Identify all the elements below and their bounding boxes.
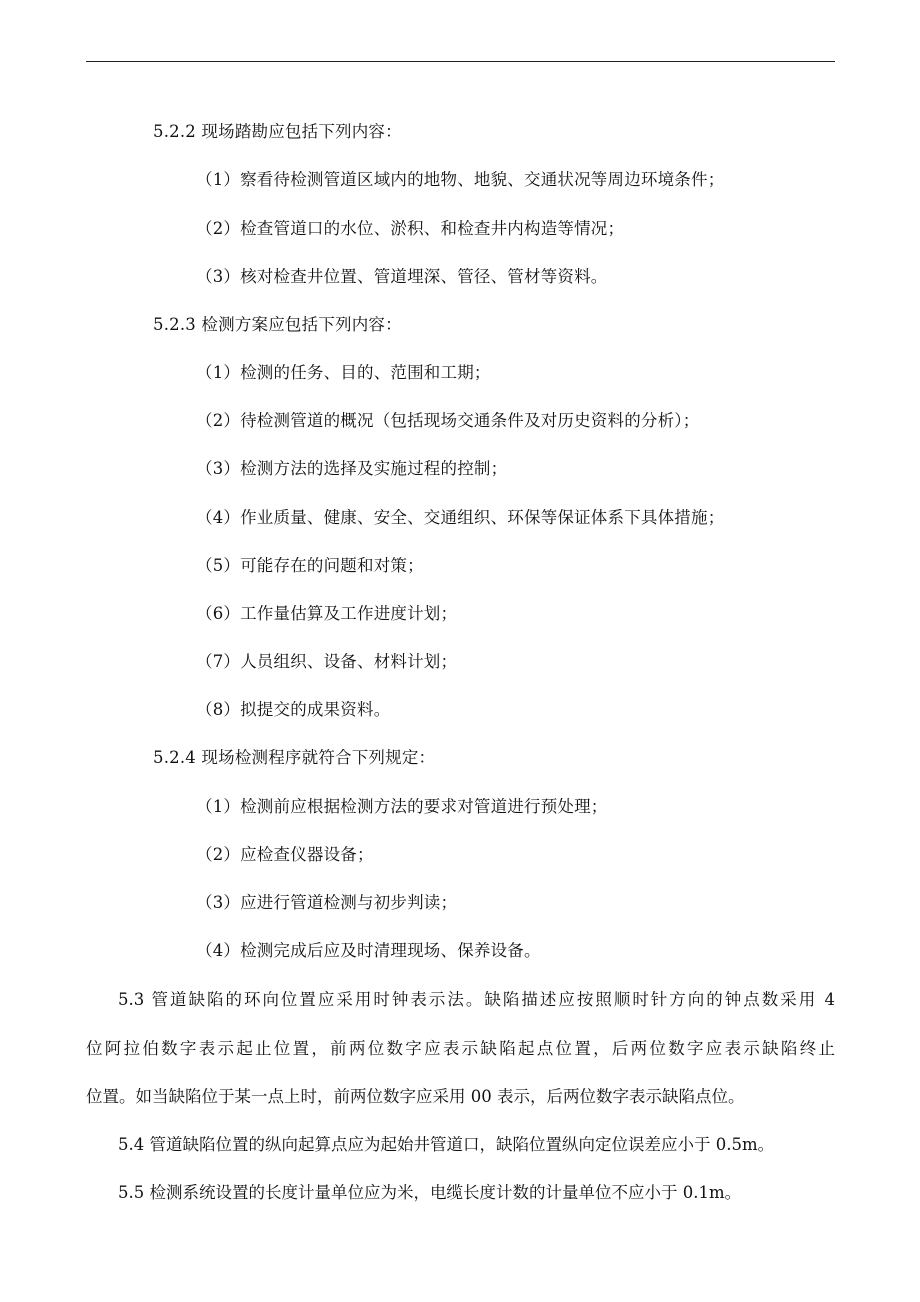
list-item: （1）检测的任务、目的、范围和工期；	[196, 363, 491, 382]
paragraph-line: 位置。如当缺陷位于某一点上时，前两位数字应采用 00 表示，后两位数字表示缺陷点位。	[86, 1087, 745, 1106]
list-item: （2）检查管道口的水位、淤积、和检查井内构造等情况；	[196, 219, 625, 238]
list-item: （5）可能存在的问题和对策；	[196, 556, 424, 575]
section-heading: 5.2.4 现场检测程序就符合下列规定：	[153, 748, 436, 767]
paragraph-line: 位阿拉伯数字表示起止位置，前两位数字应表示缺陷起点位置，后两位数字应表示缺陷终止	[86, 1039, 835, 1058]
section-5-4: 5.4 管道缺陷位置的纵向起算点应为起始井管道口，缺陷位置纵向定位误差应小于 0.5m。	[118, 1135, 775, 1154]
list-item: （8）拟提交的成果资料。	[196, 700, 391, 719]
list-item: （2）待检测管道的概况（包括现场交通条件及对历史资料的分析）；	[196, 411, 700, 430]
list-item: （4）作业质量、健康、安全、交通组织、环保等保证体系下具体措施；	[196, 508, 725, 527]
list-item: （7）人员组织、设备、材料计划；	[196, 652, 458, 671]
list-item: （6）工作量估算及工作进度计划；	[196, 604, 458, 623]
list-item: （1）检测前应根据检测方法的要求对管道进行预处理；	[196, 797, 608, 816]
list-item: （3）应进行管道检测与初步判读；	[196, 893, 458, 912]
list-item: （4）检测完成后应及时清理现场、保养设备。	[196, 941, 541, 960]
list-item: （2）应检查仪器设备；	[196, 845, 374, 864]
header-rule	[86, 61, 835, 62]
section-heading: 5.2.2 现场踏勘应包括下列内容：	[153, 122, 402, 141]
list-item: （3）核对检查井位置、管道埋深、管径、管材等资料。	[196, 267, 608, 286]
paragraph-line: 5.3 管道缺陷的环向位置应采用时钟表示法。缺陷描述应按照顺时针方向的钟点数采用 4	[118, 990, 835, 1009]
list-item: （1）察看待检测管道区域内的地物、地貌、交通状况等周边环境条件；	[196, 170, 725, 189]
section-5-5: 5.5 检测系统设置的长度计量单位应为米，电缆长度计数的计量单位不应小于 0.1m。	[118, 1183, 742, 1202]
section-heading: 5.2.3 检测方案应包括下列内容：	[153, 315, 402, 334]
list-item: （3）检测方法的选择及实施过程的控制；	[196, 459, 508, 478]
